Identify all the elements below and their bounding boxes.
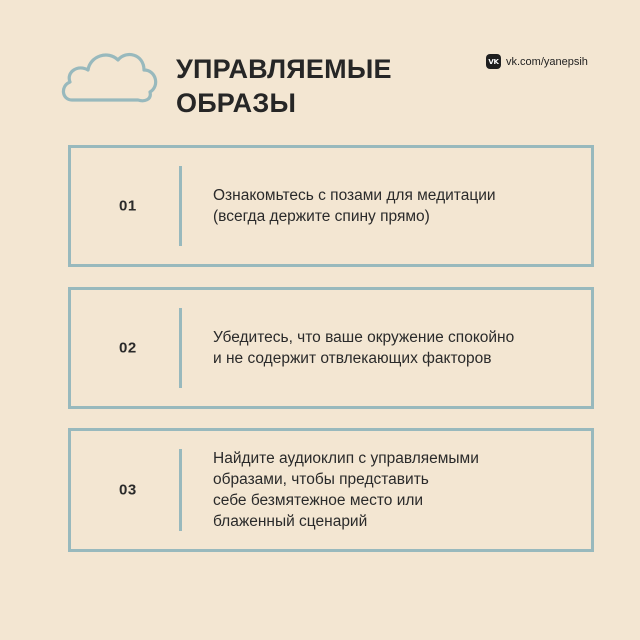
step-card-1 xyxy=(68,145,594,267)
step-text-line: блаженный сценарий xyxy=(213,513,368,530)
step-text xyxy=(213,327,577,369)
step-number: 01 xyxy=(119,197,137,215)
step-text xyxy=(213,185,577,227)
step-number: 03 xyxy=(119,481,137,499)
vk-logo-icon: VK xyxy=(486,54,501,69)
step-card-2 xyxy=(68,287,594,409)
step-text-line: (всегда держите спину прямо) xyxy=(213,208,430,225)
social-url[interactable]: vk.com/yanepsih xyxy=(506,55,588,68)
title-line-2: ОБРАЗЫ xyxy=(176,88,297,118)
step-text-line: и не содержит отвлекающих факторов xyxy=(213,350,492,367)
step-card-3 xyxy=(68,428,594,552)
step-divider xyxy=(179,449,182,531)
step-divider xyxy=(179,308,182,388)
page-title xyxy=(176,52,392,120)
cloud-icon xyxy=(58,42,162,108)
step-text-line: Ознакомьтесь с позами для медитации xyxy=(213,187,496,204)
step-text-line: Найдите аудиоклип с управляемыми xyxy=(213,450,479,467)
step-text-line: себе безмятежное место или xyxy=(213,492,424,509)
step-text-line: Убедитесь, что ваше окружение спокойно xyxy=(213,329,515,346)
title-line-1: УПРАВЛЯЕМЫЕ xyxy=(176,54,392,84)
step-number: 02 xyxy=(119,339,137,357)
step-text xyxy=(213,448,577,532)
step-divider xyxy=(179,166,182,246)
social-link[interactable] xyxy=(486,54,588,69)
step-text-line: образами, чтобы представить xyxy=(213,471,429,488)
